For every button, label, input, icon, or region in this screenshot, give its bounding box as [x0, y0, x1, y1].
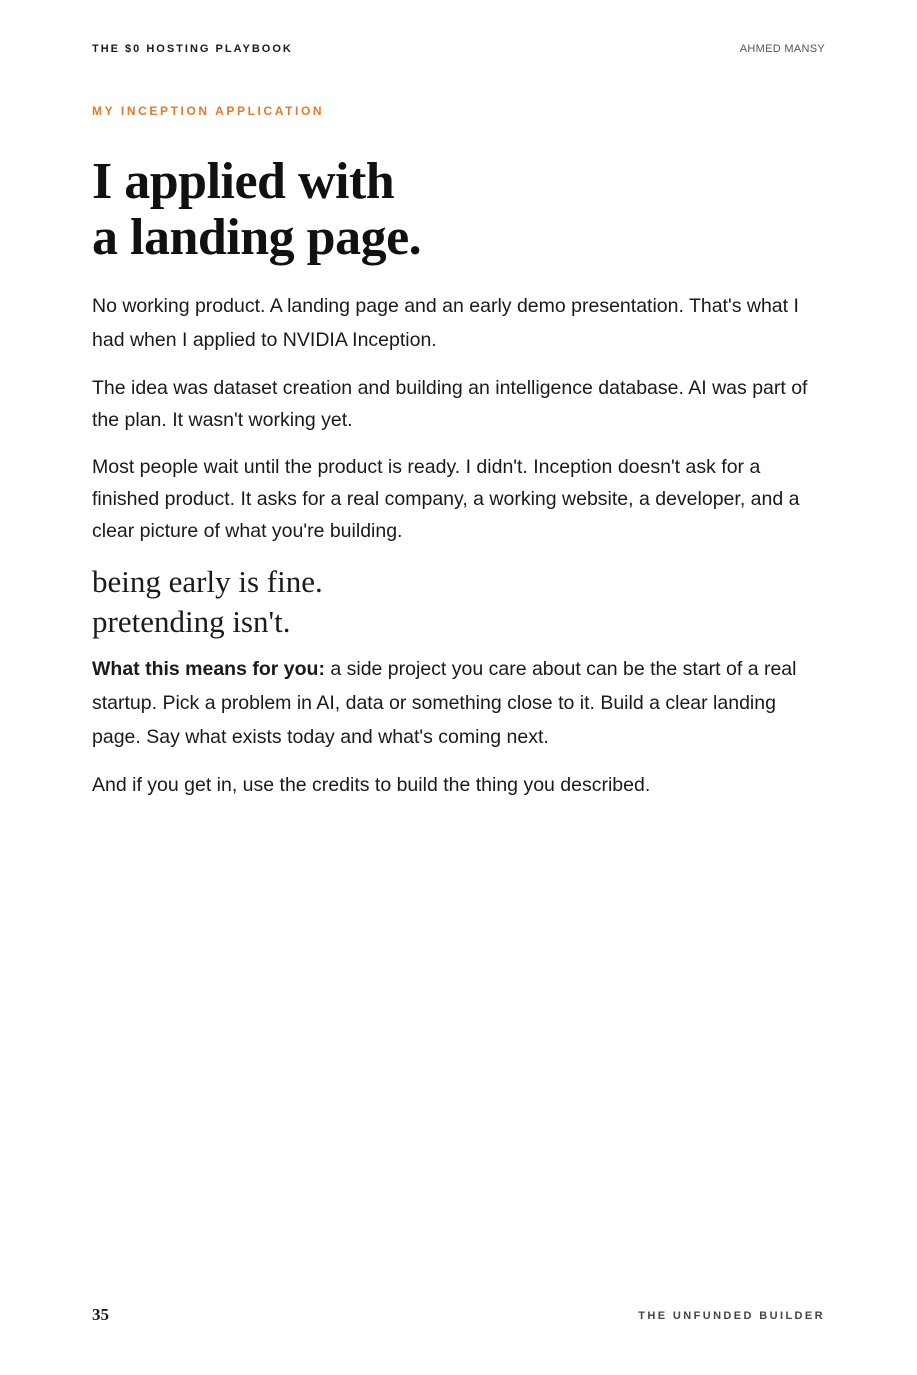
pull-quote-line: being early is fine.: [92, 564, 323, 599]
takeaway-text: a side project you care about can be the start of a real startup. Pick a problem in AI, data or something close to it. Build a clear landing page. Say what exists today and what's coming next.: [92, 658, 797, 748]
closing-paragraph: And if you get in, use the credits to build the thing you described.: [92, 774, 651, 796]
book-page: [92, 0, 825, 1375]
body-paragraph: The idea was dataset creation and building an intelligence database. AI was part of the plan. It wasn't working yet.: [92, 377, 808, 431]
pull-quote-line: pretending isn't.: [92, 604, 291, 639]
body-paragraph: Most people wait until the product is ready. I didn't. Inception doesn't ask for a finished product. It asks for a real company, a working website, a developer, and a clear picture of what you're building.: [92, 456, 800, 542]
book-title: THE $0 HOSTING PLAYBOOK: [92, 43, 293, 55]
footer-running-title: THE UNFUNDED BUILDER: [638, 1310, 825, 1322]
section-kicker: MY INCEPTION APPLICATION: [92, 104, 325, 118]
takeaway-paragraph: [92, 652, 825, 754]
takeaway-lead: What this means for you:: [92, 658, 325, 680]
page-number: 35: [92, 1305, 109, 1324]
author-name: AHMED MANSY: [739, 43, 825, 55]
body-paragraph: No working product. A landing page and an early demo presentation. That's what I had when I applied to NVIDIA Inception.: [92, 295, 799, 351]
running-header: [92, 43, 825, 59]
headline-line: I applied with: [92, 153, 395, 210]
headline-line: a landing page.: [92, 209, 422, 266]
page-footer: [92, 1305, 825, 1327]
page-headline: [92, 154, 421, 266]
pull-quote: [92, 562, 825, 642]
body-text: [92, 289, 825, 816]
